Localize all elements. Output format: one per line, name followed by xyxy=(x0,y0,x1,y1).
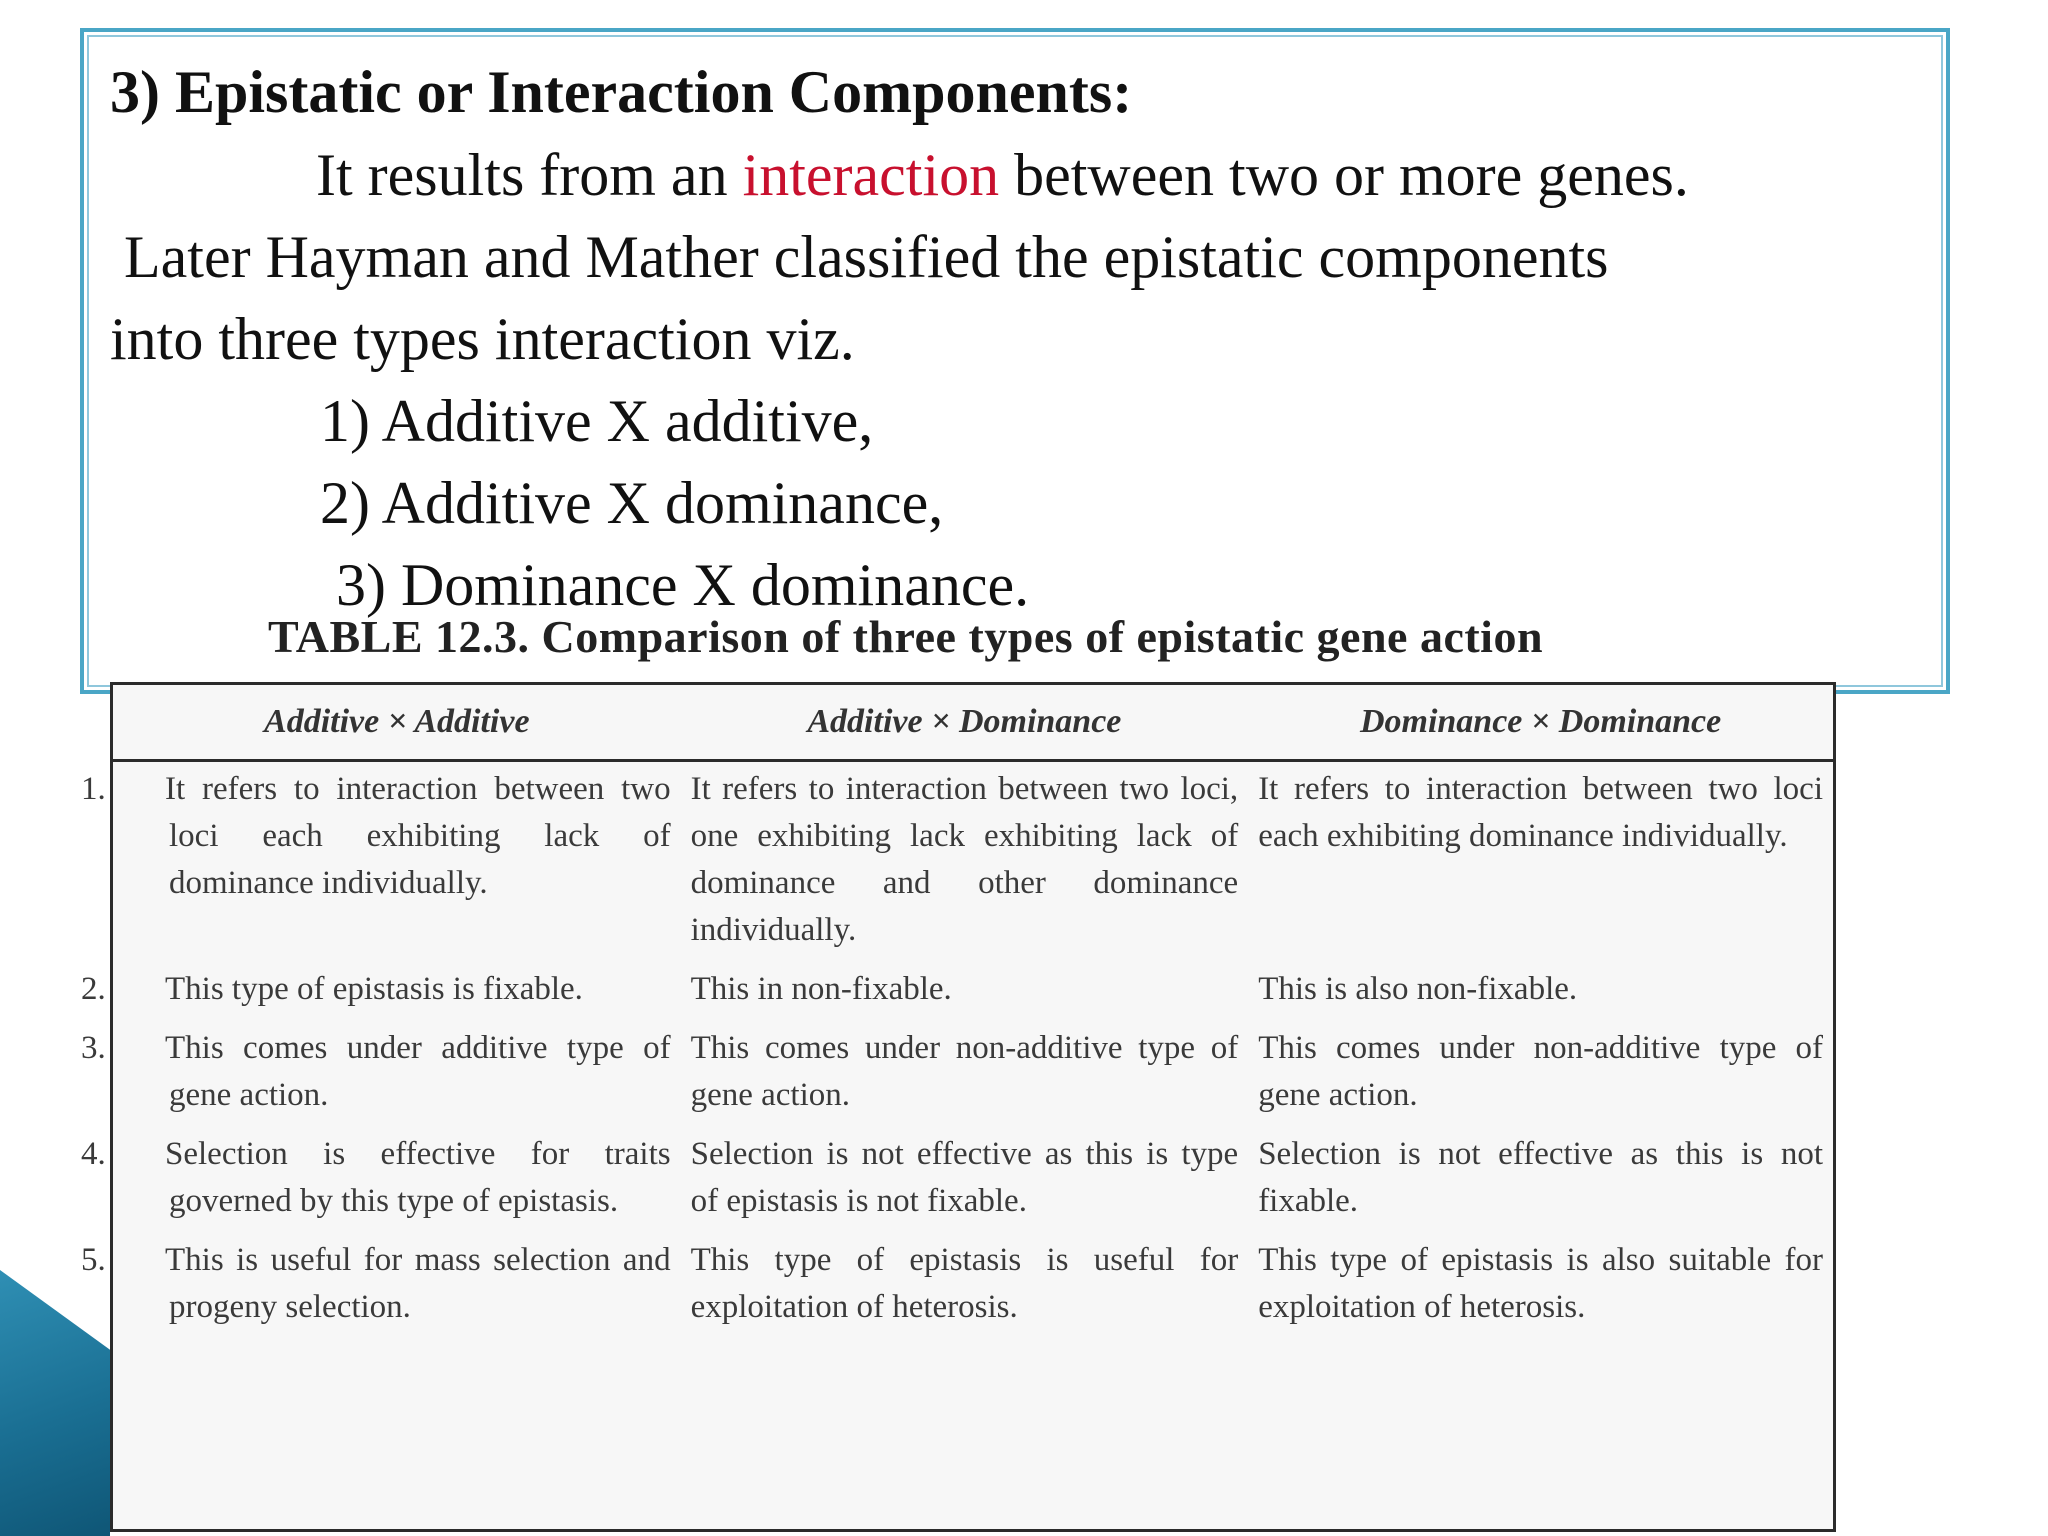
intro-text-start: It results from an xyxy=(316,142,743,208)
table-row xyxy=(113,962,1833,1021)
table-cell: It refers to interaction between two loci each exhibiting dominance individually. xyxy=(1258,771,1823,854)
table-cell: This type of epistasis is useful for exploitation of heterosis. xyxy=(690,1242,1239,1325)
table-caption: TABLE 12.3. Comparison of three types of epistatic gene action xyxy=(268,611,1544,662)
table-cell: This comes under non-additive type of gene action. xyxy=(1258,1030,1823,1113)
table-cell: 4. Selection is effective for traits governed by this type of epistasis. xyxy=(113,1127,681,1233)
list-item: 2) Additive X dominance, xyxy=(320,470,944,536)
table-header-row xyxy=(113,685,1833,761)
column-header: Additive × Dominance xyxy=(681,685,1249,761)
row-number: 3. xyxy=(81,1030,106,1066)
table-cell: 3. This comes under additive type of gene action. xyxy=(113,1021,681,1127)
classification-line: Later Hayman and Mather classified the epistatic components xyxy=(124,224,1609,290)
row-number: 4. xyxy=(81,1136,106,1172)
table-cell: This is also non-fixable. xyxy=(1258,971,1578,1007)
intro-line xyxy=(110,134,1926,216)
classification-line-cont: into three types interaction viz. xyxy=(110,306,855,372)
table-row xyxy=(113,1233,1833,1339)
table-cell: It refers to interaction between two loci, one exhibiting lack exhibiting lack of dominance and other dominance individually. xyxy=(690,771,1239,948)
table-cell: Selection is not effective as this is type of epistasis is not fixable. xyxy=(690,1136,1239,1219)
table-cell: This in non-fixable. xyxy=(690,971,952,1007)
row-number: 2. xyxy=(81,971,106,1007)
table-cell: 5. This is useful for mass selection and progeny selection. xyxy=(113,1233,681,1339)
table-cell: 1. It refers to interaction between two loci each exhibiting lack of dominance individually. xyxy=(113,761,681,963)
table-row xyxy=(113,761,1833,963)
intro-text-end: between two or more genes. xyxy=(999,142,1689,208)
table-cell: 2. This type of epistasis is fixable. xyxy=(113,962,681,1021)
row-number: 5. xyxy=(81,1242,106,1278)
table-cell: This comes under non-additive type of gene action. xyxy=(690,1030,1239,1113)
decorative-corner-shape xyxy=(0,1270,110,1536)
column-header: Dominance × Dominance xyxy=(1248,685,1833,761)
column-header: Additive × Additive xyxy=(113,685,681,761)
table-cell: This type of epistasis is also suitable for exploitation of heterosis. xyxy=(1258,1242,1823,1325)
comparison-table xyxy=(81,682,1836,1532)
section-heading: 3) Epistatic or Interaction Components: xyxy=(110,59,1133,125)
row-number: 1. xyxy=(81,771,106,807)
table-row xyxy=(113,1127,1833,1233)
list-item: 3) Dominance X dominance. xyxy=(336,552,1030,618)
content-text-box xyxy=(80,28,1950,694)
table-cell: Selection is not effective as this is not fixable. xyxy=(1258,1136,1823,1219)
table-row xyxy=(113,1021,1833,1127)
list-item: 1) Additive X additive, xyxy=(320,388,874,454)
highlighted-term: interaction xyxy=(742,142,1000,208)
